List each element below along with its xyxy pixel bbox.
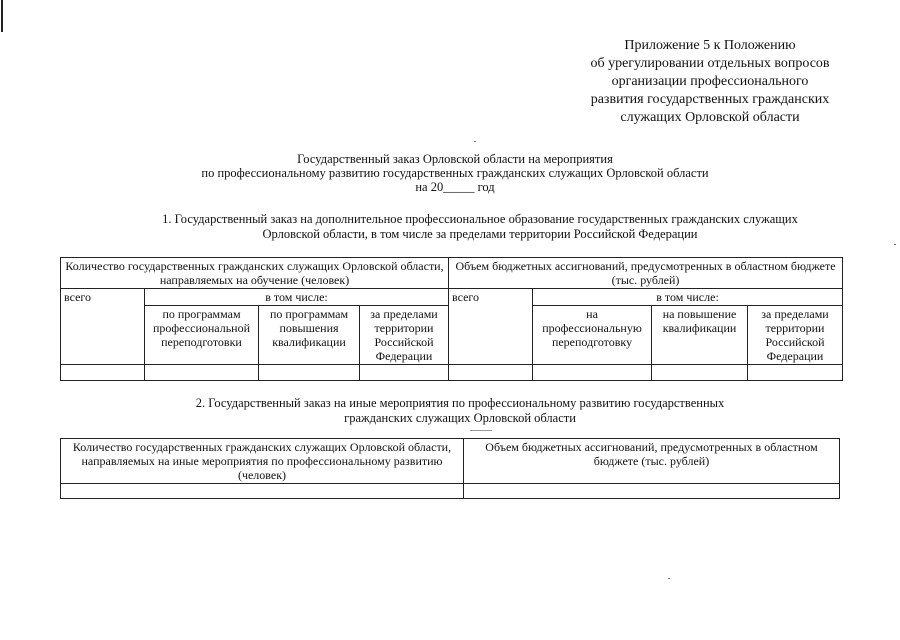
heading-line: гражданских служащих Орловской области xyxy=(344,411,576,425)
table-cell xyxy=(259,365,360,381)
title-line: по профессиональному развитию государственных гражданских служащих Орловской области xyxy=(201,166,709,180)
heading-line: 1. Государственный заказ на дополнительное профессиональное образование государственных гражданских служащих xyxy=(162,212,798,226)
heading-line: 2. Государственный заказ на иные мероприятия по профессиональному развитию государственных xyxy=(195,396,725,410)
header-other-events-count: Количество государственных гражданских служащих Орловской области, направляемых на иные мероприятия по профессиональному развитию (человек) xyxy=(61,439,464,484)
table-cell xyxy=(449,365,533,381)
table-cell xyxy=(61,365,145,381)
table-cell xyxy=(652,365,748,381)
table-cell xyxy=(464,484,840,499)
section-2-table xyxy=(60,438,840,499)
header-including: в том числе: xyxy=(533,289,843,306)
table-header-row xyxy=(61,289,843,306)
header-total: всего xyxy=(61,289,145,365)
document-title xyxy=(150,152,760,194)
appendix-line: служащих Орловской области xyxy=(620,110,800,125)
scan-speck xyxy=(894,244,896,245)
scan-speck xyxy=(474,141,476,142)
header-retraining-budget: на профессиональную переподготовку xyxy=(533,306,652,365)
table-cell xyxy=(748,365,843,381)
header-including: в том числе: xyxy=(145,289,449,306)
header-qualification: по программам повышения квалификации xyxy=(259,306,360,365)
table-header-row xyxy=(61,439,840,484)
table-header-row xyxy=(61,258,843,289)
table-cell xyxy=(533,365,652,381)
appendix-line: организации профессионального xyxy=(611,74,809,89)
table-cell xyxy=(61,484,464,499)
title-line: Государственный заказ Орловской области на мероприятия xyxy=(297,152,613,166)
header-abroad: за пределами территории Российской Федерации xyxy=(360,306,449,365)
section-1-table xyxy=(60,257,843,381)
table-row xyxy=(61,365,843,381)
header-budget-allocation: Объем бюджетных ассигнований, предусмотренных в областном бюджете (тыс. рублей) xyxy=(449,258,843,289)
header-total: всего xyxy=(449,289,533,365)
scan-edge-mark xyxy=(1,0,3,32)
scan-speck xyxy=(668,578,670,579)
appendix-note xyxy=(560,37,860,127)
table-cell xyxy=(145,365,259,381)
header-students-count: Количество государственных гражданских служащих Орловской области, направляемых на обучение (человек) xyxy=(61,258,449,289)
appendix-line: Приложение 5 к Положению xyxy=(624,38,796,53)
header-budget-allocation: Объем бюджетных ассигнований, предусмотренных в областном бюджете (тыс. рублей) xyxy=(464,439,840,484)
appendix-line: об урегулировании отдельных вопросов xyxy=(590,56,830,71)
table-row xyxy=(61,484,840,499)
table-cell xyxy=(360,365,449,381)
section-2-heading xyxy=(150,396,770,426)
header-qualification-budget: на повышение квалификации xyxy=(652,306,748,365)
title-line: на 20_____ год xyxy=(415,180,495,194)
header-abroad-budget: за пределами территории Российской Федерации xyxy=(748,306,843,365)
appendix-line: развития государственных гражданских xyxy=(590,92,830,107)
section-1-heading xyxy=(120,212,840,242)
scan-speck xyxy=(470,430,492,431)
heading-line: Орловской области, в том числе за пределами территории Российской Федерации xyxy=(262,227,698,241)
header-retraining: по программам профессиональной переподготовки xyxy=(145,306,259,365)
